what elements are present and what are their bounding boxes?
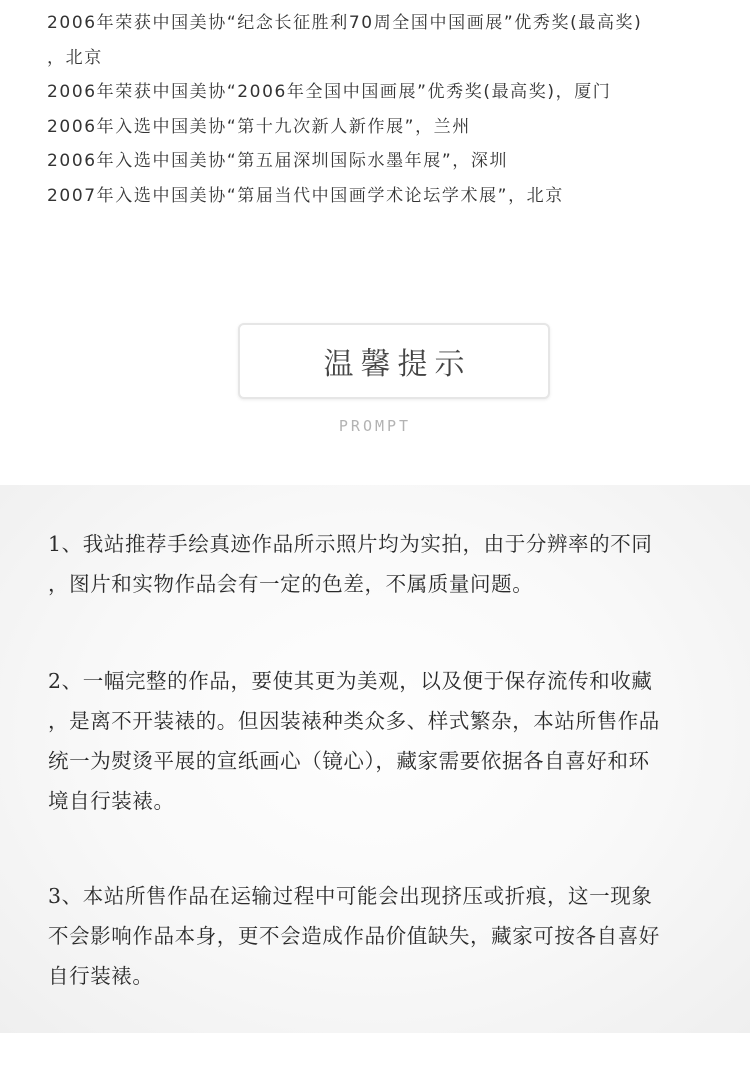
award-line: 2006年荣获中国美协“2006年全国中国画展”优秀奖(最高奖)，厦门 bbox=[47, 82, 612, 102]
award-line: 2007年入选中国美协“第届当代中国画学术论坛学术展”，北京 bbox=[47, 185, 564, 206]
notice-line: 2、一幅完整的作品，要使其更为美观，以及便于保存流传和收藏 bbox=[48, 669, 653, 693]
notice-line: 统一为熨烫平展的宣纸画心（镜心），藏家需要依据各自喜好和环 bbox=[48, 749, 650, 773]
notice-line: 1、我站推荐手绘真迹作品所示照片均为实拍，由于分辨率的不同 bbox=[48, 532, 653, 556]
notice-item-3 bbox=[48, 876, 713, 996]
notice-line: 境自行装裱。 bbox=[48, 789, 175, 813]
award-line: 2006年荣获中国美协“纪念长征胜利70周全国中国画展”优秀奖(最高奖) bbox=[47, 13, 643, 33]
prompt-subtitle: PROMPT bbox=[338, 417, 412, 435]
notice-item-2 bbox=[48, 661, 713, 821]
notice-line: ，图片和实物作品会有一定的色差，不属质量问题。 bbox=[48, 572, 534, 596]
notice-line: 3、本站所售作品在运输过程中可能会出现挤压或折痕，这一现象 bbox=[48, 884, 653, 908]
notice-item-1 bbox=[48, 524, 713, 604]
award-line: 2006年入选中国美协“第五届深圳国际水墨年展”，深圳 bbox=[47, 151, 509, 171]
award-line: 2006年入选中国美协“第十九次新人新作展”，兰州 bbox=[47, 116, 471, 137]
prompt-header-box bbox=[238, 323, 550, 399]
prompt-title: 温馨提示 bbox=[323, 347, 472, 382]
notice-line: 自行装裱。 bbox=[48, 964, 154, 988]
notice-line: ，是离不开装裱的。但因装裱种类众多、样式繁杂，本站所售作品 bbox=[48, 709, 660, 733]
notice-line: 不会影响作品本身，更不会造成作品价值缺失，藏家可按各自喜好 bbox=[48, 924, 660, 948]
awards-list bbox=[47, 6, 727, 213]
award-line: ，北京 bbox=[47, 47, 103, 68]
